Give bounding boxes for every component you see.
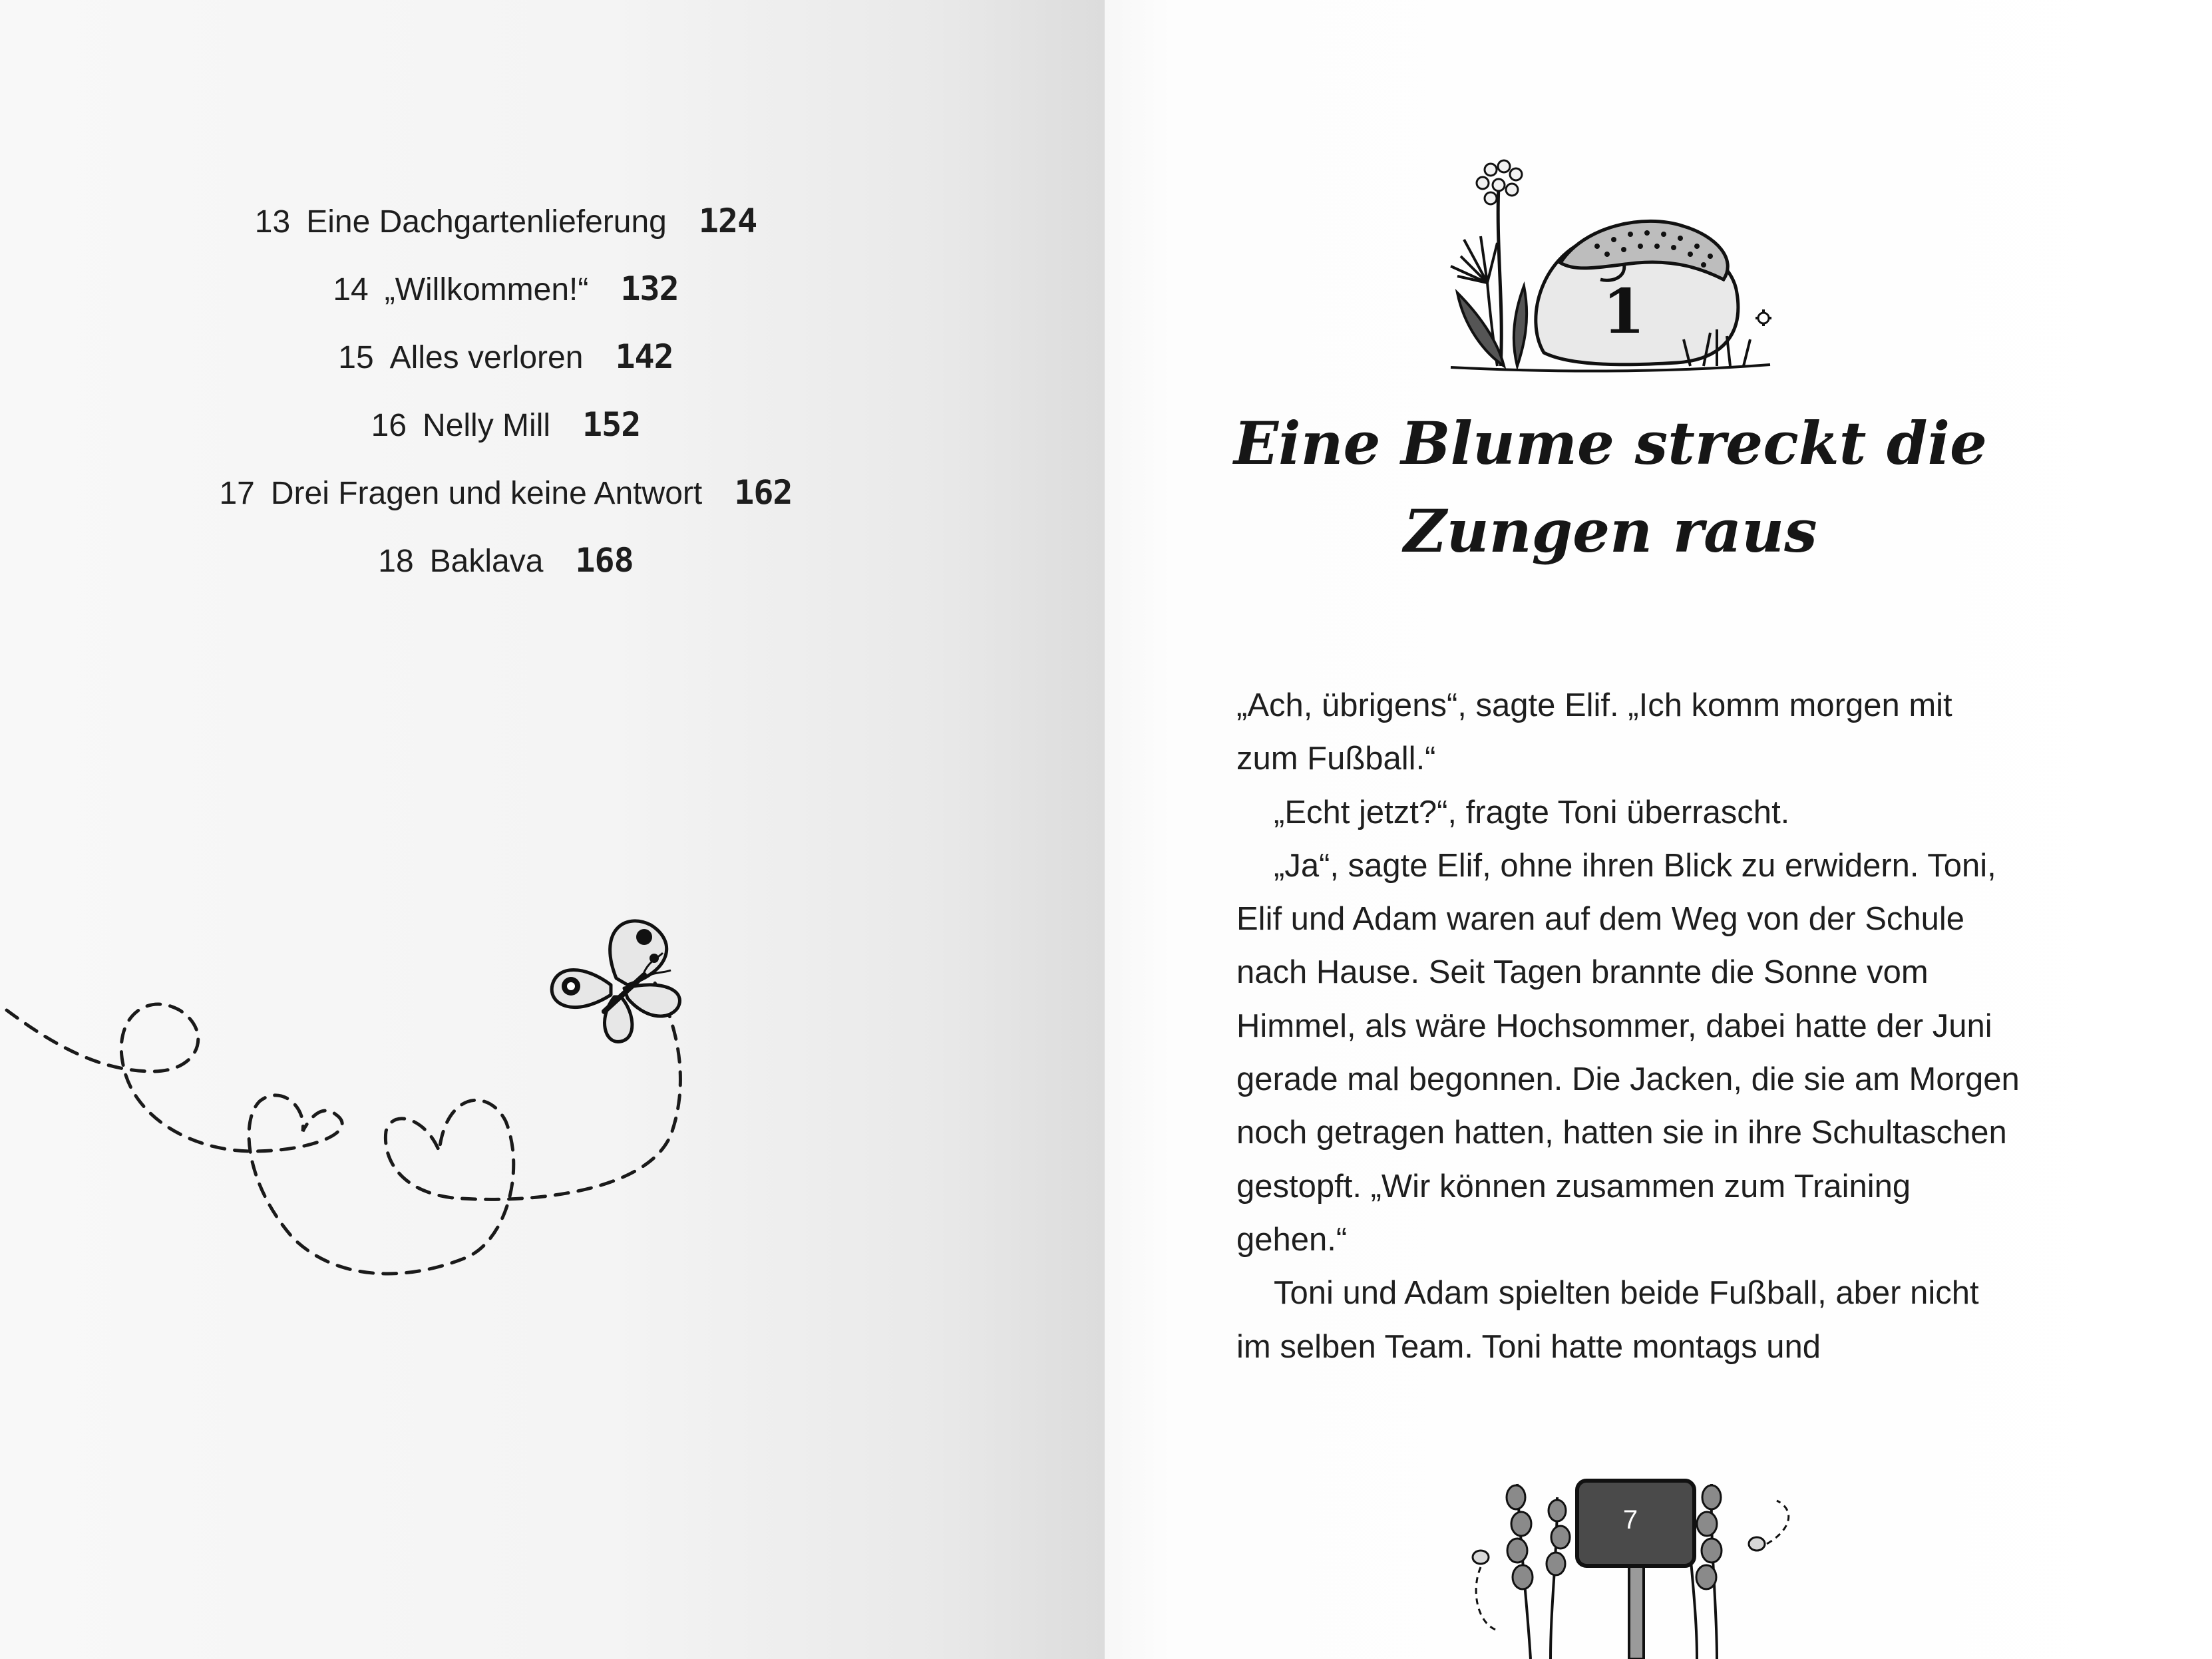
toc-chapter-title: Baklava <box>429 544 544 579</box>
toc-page-number: 124 <box>698 202 757 240</box>
toc-chapter-number: 13 <box>254 204 291 240</box>
chapter-title <box>1198 399 2023 575</box>
toc-entry <box>0 337 1012 378</box>
toc-entry <box>0 269 1012 310</box>
toc-entry <box>0 472 1012 514</box>
toc-chapter-title: „Willkommen!“ <box>384 272 589 307</box>
toc-chapter-title: Drei Fragen und keine Antwort <box>270 476 703 511</box>
left-page <box>0 0 1105 1659</box>
toc-entry <box>0 201 1012 242</box>
toc-chapter-number: 16 <box>371 408 407 443</box>
paragraph: „Ach, übrigens“, sagte Elif. „Ich komm morgen mit zum Fußball.“ <box>1236 687 1952 777</box>
toc-entry <box>0 540 1012 582</box>
paragraph: „Echt jetzt?“, fragte Toni überrascht. <box>1274 794 1790 830</box>
page-number: 7 <box>1622 1505 1638 1535</box>
chapter-title-line1: Eine Blume streckt die <box>1234 409 1987 478</box>
toc-chapter-number: 15 <box>338 340 374 375</box>
toc-page-number: 162 <box>734 473 793 512</box>
chapter-illustration <box>1424 153 1783 379</box>
toc-chapter-number: 18 <box>378 544 414 579</box>
toc-page-number: 132 <box>620 270 679 308</box>
chapter-body <box>1236 679 2022 1374</box>
toc-chapter-title: Eine Dachgartenlieferung <box>306 204 667 240</box>
toc-chapter-title: Nelly Mill <box>423 408 551 443</box>
paragraph: Toni und Adam spielten beide Fußball, aber nicht im selben Team. Toni hatte montags und <box>1236 1275 1979 1365</box>
chapter-number: 1 <box>1602 276 1646 347</box>
toc-page-number: 142 <box>615 337 673 376</box>
toc-chapter-number: 14 <box>333 272 369 307</box>
toc-page-number: 168 <box>575 541 634 580</box>
chapter-title-line2: Zungen raus <box>1403 496 1817 566</box>
toc-chapter-title: Alles verloren <box>389 340 584 375</box>
toc-entry <box>0 405 1012 446</box>
toc-chapter-number: 17 <box>219 476 255 511</box>
toc-page-number: 152 <box>582 405 641 444</box>
footer-illustration <box>1464 1471 1810 1659</box>
paragraph: „Ja“, sagte Elif, ohne ihren Blick zu erwidern. Toni, Elif und Adam waren auf dem Weg von der Schule nach Hause. Seit Tagen brannte die Sonne vom Himmel, als wäre Hochsommer, dabei hatte der Juni gerade mal begonnen. Die Jacken, die sie am Morgen noch getragen hatten, hatten sie in ihre Schultaschen gestopft. „Wir können zusammen zum Training gehen.“ <box>1236 847 2020 1258</box>
butterfly-icon <box>544 912 697 1058</box>
